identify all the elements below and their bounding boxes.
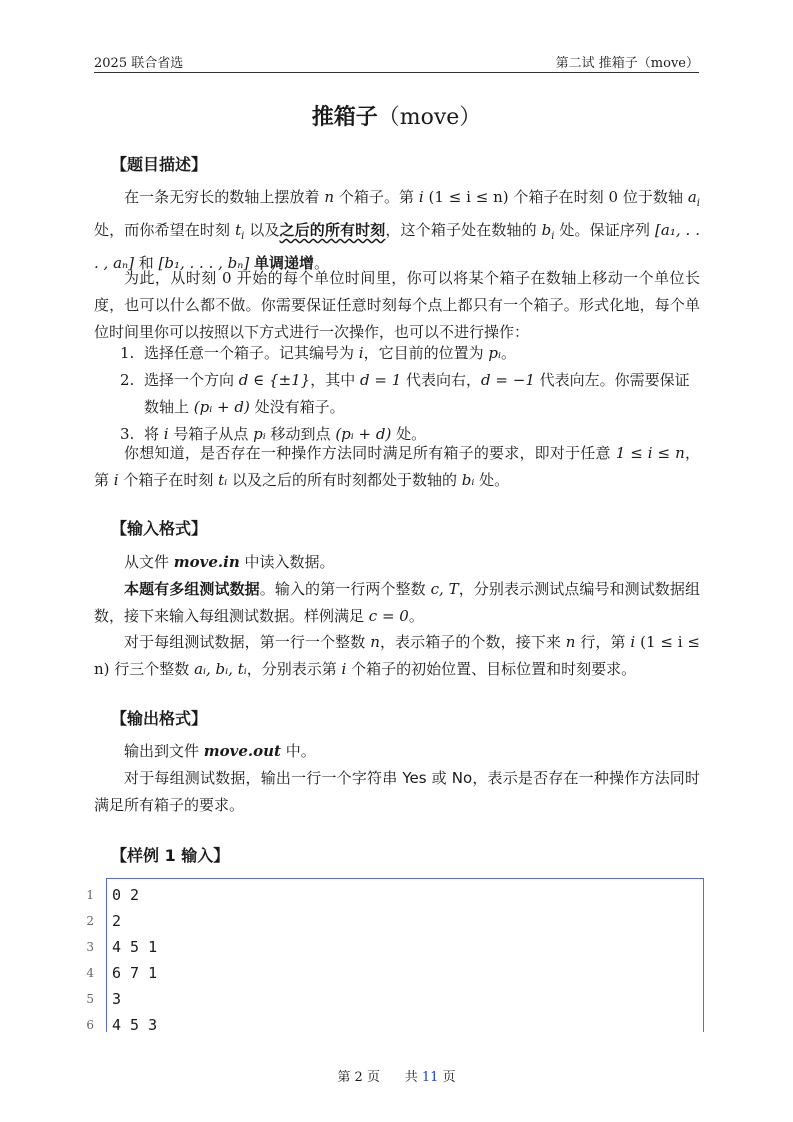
text: 处，而你希望在时刻 xyxy=(94,221,236,239)
description-paragraph-2 xyxy=(94,265,700,346)
code-text: 0 2 xyxy=(112,886,140,904)
list-number: 2. xyxy=(120,371,135,389)
code-line xyxy=(86,960,704,986)
math: (pᵢ + d) xyxy=(335,425,392,443)
math: c = 0 xyxy=(368,607,409,625)
section-input: 【输入格式】 xyxy=(111,519,208,538)
text: ，这个箱子处在数轴的 xyxy=(385,221,542,239)
code-line xyxy=(86,1012,704,1038)
text: 代表向右， xyxy=(401,371,482,389)
math: d ∈ {±1} xyxy=(238,371,311,389)
section-output: 【输出格式】 xyxy=(111,709,208,728)
text: 号箱子从点 xyxy=(168,425,254,443)
input-paragraph-2 xyxy=(94,576,700,630)
math: i xyxy=(630,633,636,651)
text: 。输入的第一行两个整数 xyxy=(259,580,431,598)
text: 个箱子的初始位置、目标位置和时刻要求。 xyxy=(346,660,637,678)
text: 你想知道，是否存在一种操作方法同时满足所有箱子的要求，即对于任意 xyxy=(124,444,616,462)
section-description: 【题目描述】 xyxy=(111,155,208,174)
text: 移动到点 xyxy=(265,425,336,443)
code-text: 4 5 3 xyxy=(112,1016,158,1034)
text: 将 xyxy=(144,425,164,443)
keyword-yes: Yes xyxy=(402,769,427,787)
text: 个箱子在时刻 xyxy=(118,471,219,489)
text: ，它目前的位置为 xyxy=(363,344,489,362)
math: (pᵢ + d) xyxy=(193,398,250,416)
sample-code-block xyxy=(86,878,704,1034)
text: 对于每组测试数据，第一行一个整数 xyxy=(124,633,371,651)
line-number: 1 xyxy=(86,888,94,902)
header-problem: 第二试 推箱子（move） xyxy=(555,56,699,71)
page-number: 2 xyxy=(354,1070,363,1085)
list-number: 1. xyxy=(120,344,135,362)
math-sub: i xyxy=(696,198,700,209)
text: 行，第 xyxy=(575,633,631,651)
text: 。 xyxy=(501,344,517,362)
text: 和 xyxy=(133,254,159,272)
operation-steps xyxy=(94,340,700,448)
output-paragraph-1 xyxy=(94,738,700,765)
text: 以及 xyxy=(244,221,280,239)
math-i: i xyxy=(418,188,424,206)
math-sub: i xyxy=(241,231,245,242)
output-filename: move.out xyxy=(203,742,281,760)
problem-title xyxy=(94,100,699,131)
list-item xyxy=(94,340,700,367)
text: 个箱子在时刻 0 位于数轴 xyxy=(513,188,688,206)
math-seq-a: [a₁, . . . , aₙ] xyxy=(94,221,700,272)
text: 页 xyxy=(362,1070,380,1085)
math: bᵢ xyxy=(461,471,475,489)
input-paragraph-1 xyxy=(94,549,700,576)
title-paren: （move） xyxy=(377,105,482,130)
page-header xyxy=(94,50,699,73)
math: n xyxy=(565,633,576,651)
math: i xyxy=(113,471,119,489)
input-paragraph-3 xyxy=(94,629,700,683)
text: ，分别表示测试点编号和测试数据组数，接下来输入每组测试数据。样例满足 xyxy=(94,580,700,625)
text: ，第 xyxy=(94,444,700,489)
math: n xyxy=(370,633,380,651)
code-line xyxy=(86,986,704,1012)
description-paragraph-1 xyxy=(94,184,700,277)
emphasis: 之后的所有时刻 xyxy=(279,221,386,239)
code-line xyxy=(86,934,704,960)
text: ，表示是否存在一种操作方法同时满足所有箱子的要求。 xyxy=(94,769,700,814)
math: i xyxy=(163,425,169,443)
text: 从文件 xyxy=(124,553,174,571)
text: 处。 xyxy=(391,425,427,443)
text: ，其中 xyxy=(310,371,361,389)
page-footer xyxy=(0,1066,793,1085)
code-line xyxy=(86,908,704,934)
text: 或 xyxy=(426,769,452,787)
text: 处没有箱子。 xyxy=(249,398,345,416)
math-sub: i xyxy=(551,231,555,242)
header-contest: 2025 联合省选 xyxy=(94,56,184,71)
text: ，分别表示第 xyxy=(246,660,342,678)
text: 中读入数据。 xyxy=(239,553,335,571)
paragraph-text: 为此，从时刻 0 开始的每个单位时间里，你可以将某个箱子在数轴上移动一个单位长度，也可以什么都不做。你需要保证任意时刻每个点上都只有一个箱子。形式化地，每个单位时间里你可以按照以下方式进行一次操作，也可以不进行操作： xyxy=(94,269,700,341)
description-paragraph-3 xyxy=(94,440,700,494)
line-number: 6 xyxy=(86,1018,94,1032)
keyword-no: No xyxy=(451,769,473,787)
text: 。 xyxy=(313,254,329,272)
math: d = 1 xyxy=(360,371,402,389)
line-number: 5 xyxy=(86,992,94,1006)
code-text: 3 xyxy=(112,990,122,1008)
text: ，表示箱子的个数，接下来 xyxy=(379,633,566,651)
text: 输出到文件 xyxy=(124,742,204,760)
text: 对于每组测试数据，输出一行一个字符串 xyxy=(124,769,403,787)
math-seq-b: [b₁, . . . , bₙ] xyxy=(158,254,250,272)
input-filename: move.in xyxy=(173,553,240,571)
text: 行三个整数 xyxy=(114,660,195,678)
math: i xyxy=(341,660,347,678)
math: c, T xyxy=(430,580,459,598)
code-text: 6 7 1 xyxy=(112,964,158,982)
list-item xyxy=(94,367,700,421)
code-text: 4 5 1 xyxy=(112,938,158,956)
section-sample-input: 【样例 1 输入】 xyxy=(111,846,230,865)
text: 中。 xyxy=(280,742,316,760)
math: pᵢ xyxy=(253,425,266,443)
text: 第 xyxy=(337,1070,355,1085)
text: 代表向左。你需要保证数轴上 xyxy=(144,371,690,416)
total-pages-link[interactable]: 11 xyxy=(421,1070,439,1085)
title-main: 推箱子 xyxy=(311,104,378,130)
line-number: 3 xyxy=(86,940,94,954)
line-number: 4 xyxy=(86,966,94,980)
math-t: t xyxy=(235,221,242,239)
math-range: (1 ≤ i ≤ n) xyxy=(423,188,514,206)
math: tᵢ xyxy=(218,471,228,489)
line-number: 2 xyxy=(86,914,94,928)
list-number: 3. xyxy=(120,425,135,443)
math: d = −1 xyxy=(481,371,535,389)
math: 1 ≤ i ≤ n xyxy=(615,444,685,462)
math: aᵢ, bᵢ, tᵢ xyxy=(194,660,247,678)
text: 选择任意一个箱子。记其编号为 xyxy=(144,344,359,362)
text: 选择一个方向 xyxy=(144,371,239,389)
code-line xyxy=(86,882,704,908)
text: 页 xyxy=(438,1070,456,1085)
output-paragraph-2 xyxy=(94,765,700,819)
math: i xyxy=(358,344,364,362)
math-a: a xyxy=(687,188,697,206)
math-b: b xyxy=(541,221,552,239)
text: 个箱子。第 xyxy=(334,188,419,206)
code-text: 2 xyxy=(112,912,122,930)
emphasis: 本题有多组测试数据 xyxy=(124,580,260,598)
text: 。 xyxy=(408,607,424,625)
text: 共 xyxy=(404,1070,422,1085)
math-range: (1 ≤ i ≤ n) xyxy=(94,633,700,678)
emphasis: 单调递增 xyxy=(253,254,314,272)
text: 处。 xyxy=(474,471,510,489)
math-n: n xyxy=(324,188,335,206)
text: 处。保证序列 xyxy=(554,221,656,239)
text: 以及之后的所有时刻都处于数轴的 xyxy=(227,471,462,489)
text: 在一条无穷长的数轴上摆放着 xyxy=(124,188,325,206)
math: pᵢ xyxy=(488,344,501,362)
